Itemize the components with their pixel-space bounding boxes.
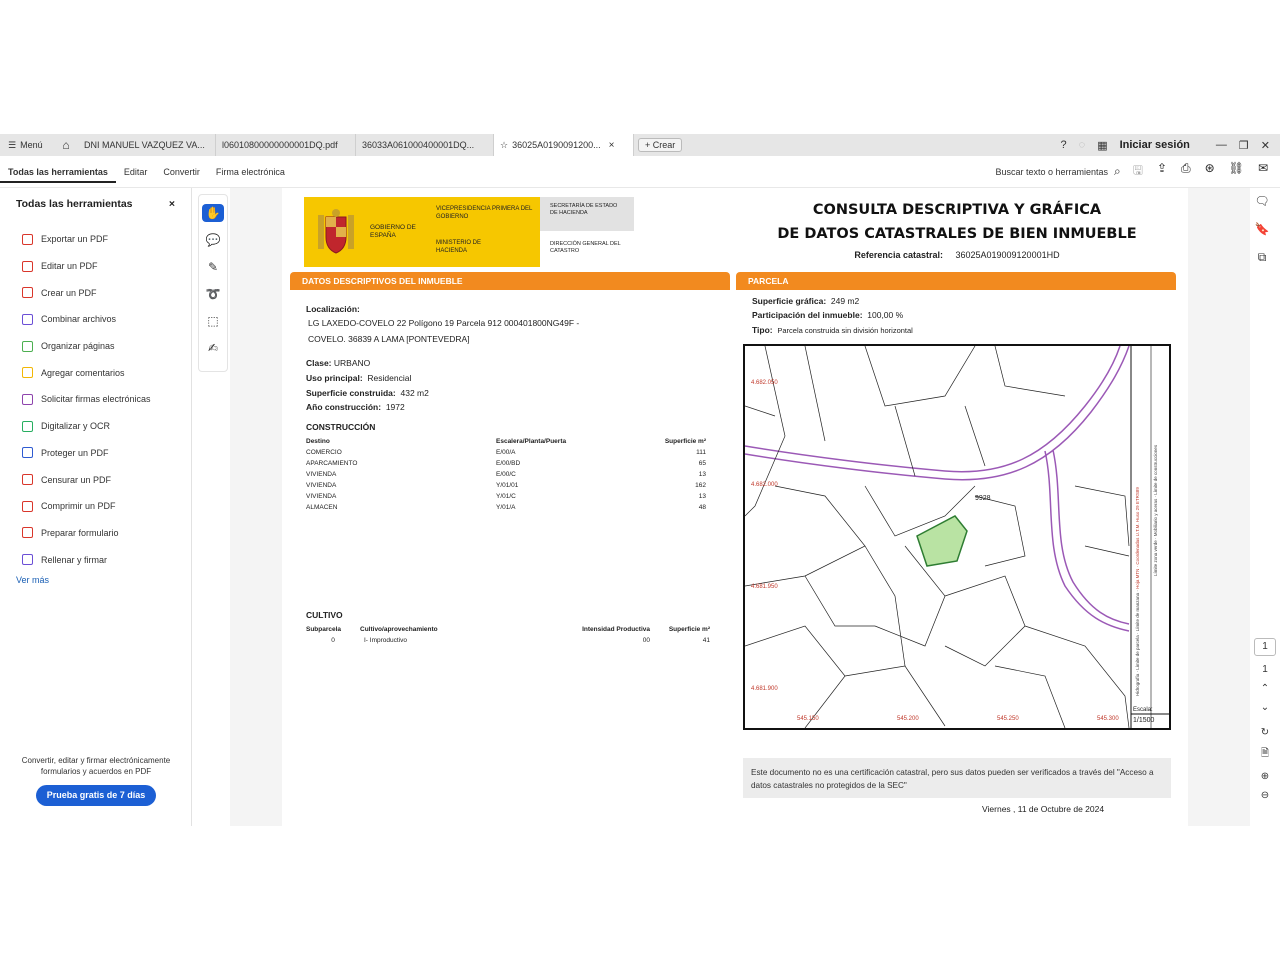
y-label-3: 4.681.950 <box>751 584 778 590</box>
tool-icon <box>22 367 33 378</box>
superficie-row <box>306 386 429 400</box>
tool-label: Organizar páginas <box>41 341 115 352</box>
x-label-2: 545.200 <box>897 716 919 722</box>
localizacion-line-2: COVELO. 36839 A LAMA [PONTEVEDRA] <box>308 334 470 344</box>
page-settings-icon[interactable]: 🗎 <box>1260 748 1270 759</box>
participacion-label: Participación del inmueble: <box>752 310 863 320</box>
tool-label: Exportar un PDF <box>41 234 109 245</box>
anio-value: 1972 <box>385 402 405 412</box>
menu-button[interactable] <box>0 140 54 151</box>
tool-icon <box>22 554 33 565</box>
table-cell: E/00/C <box>496 471 516 478</box>
column-header: Escalera/Planta/Puerta <box>496 438 567 445</box>
tool-icon <box>22 421 33 432</box>
tool-list <box>0 226 191 573</box>
anio-label: Año construcción: <box>306 402 382 412</box>
tool-item[interactable] <box>0 493 191 520</box>
menu-label: Menú <box>20 140 43 150</box>
x-label-3: 545.250 <box>997 716 1019 722</box>
vicepresidencia-label: VICEPRESIDENCIA PRIMERA DEL GOBIERNO <box>436 206 533 220</box>
tab-dni[interactable] <box>78 134 216 156</box>
help-icon[interactable]: ? <box>1060 139 1067 151</box>
tool-item[interactable] <box>0 413 191 440</box>
search-icon: ⌕ <box>1114 164 1121 178</box>
construccion-header-row <box>306 436 706 447</box>
create-label: + Crear <box>645 140 676 150</box>
tool-icon <box>22 234 33 245</box>
scale-label: Escala: <box>1133 707 1153 713</box>
menu-all-tools[interactable]: Todas las herramientas <box>0 167 116 183</box>
document-title <box>762 198 1152 260</box>
tool-label: Digitalizar y OCR <box>41 421 111 432</box>
table-row <box>306 480 706 491</box>
x-label-4: 545.300 <box>1097 716 1119 722</box>
localizacion-label: Localización: <box>306 304 360 314</box>
table-cell: 13 <box>698 471 706 478</box>
quick-tools-rail <box>200 204 226 357</box>
ministerio-label: MINISTERIO DE HACIENDA <box>436 240 482 254</box>
acrobat-window <box>0 134 1280 826</box>
create-tab-button[interactable] <box>638 138 682 152</box>
column-header: Subparcela <box>306 626 342 633</box>
window-controls <box>1061 139 1280 152</box>
tool-item[interactable] <box>0 546 191 573</box>
link-icon[interactable]: ⛓ <box>1228 161 1244 175</box>
tab-pdf-2[interactable] <box>216 134 356 156</box>
clase-row <box>306 356 370 370</box>
close-tab-icon[interactable]: × <box>608 139 615 151</box>
y-label-1: 4.682.050 <box>751 380 778 386</box>
tool-icon <box>22 341 33 352</box>
hamburger-icon: ☰ <box>8 139 17 150</box>
tool-icon <box>22 287 33 298</box>
table-row <box>306 458 706 469</box>
tool-item[interactable] <box>0 386 191 413</box>
table-cell: Y/01/C <box>496 493 516 500</box>
government-header <box>304 197 634 267</box>
table-cell: COMERCIO <box>306 449 342 456</box>
tool-label: Preparar formulario <box>41 527 119 538</box>
ref-value: 36025A019009120001HD <box>955 250 1060 260</box>
toolbar-icons <box>1133 161 1280 182</box>
tool-label: Proteger un PDF <box>41 447 109 458</box>
legend-mobiliario: Mobiliario y aceras <box>1153 498 1158 537</box>
parcel-number: 9928 <box>975 495 991 502</box>
find-icon[interactable]: ⊛ <box>1204 161 1215 175</box>
close-panel-icon[interactable]: × <box>168 198 175 210</box>
text-select-icon[interactable]: ⬚ <box>207 314 219 328</box>
print-icon[interactable]: ⎙ <box>1181 161 1191 175</box>
tool-icon <box>22 314 33 325</box>
menu-edit[interactable]: Editar <box>123 166 148 177</box>
lasso-icon[interactable]: ➰ <box>205 287 221 301</box>
total-pages: 1 <box>1262 664 1268 675</box>
document-date: Viernes , 11 de Octubre de 2024 <box>982 804 1105 814</box>
column-header: Destino <box>306 438 330 445</box>
cultivo-header-row <box>306 624 718 635</box>
menu-e-sign[interactable]: Firma electrónica <box>215 166 285 177</box>
tool-item[interactable] <box>0 466 191 493</box>
promo-text: Convertir, editar y firmar electrónicamente formularios y acuerdos en PDF <box>21 756 171 776</box>
tab-active-document[interactable] <box>494 134 634 156</box>
tools-panel-title: Todas las herramientas <box>16 198 133 210</box>
next-page-icon[interactable]: ⌄ <box>1260 702 1270 713</box>
tab-label: 36033A061000400001DQ... <box>362 140 475 150</box>
bell-icon[interactable]: ◌ <box>1078 139 1086 151</box>
y-label-4: 4.681.900 <box>751 686 778 692</box>
upload-cloud-icon[interactable]: ⇪ <box>1156 161 1168 175</box>
table-cell: 13 <box>698 493 706 500</box>
participacion-value: 100,00 % <box>867 310 904 320</box>
uso-value: Residencial <box>367 373 412 383</box>
stamp-icon[interactable]: ✍ <box>207 341 219 355</box>
close-window-icon[interactable]: ✕ <box>1260 139 1270 152</box>
table-cell: VIVIENDA <box>306 493 337 500</box>
table-cell: 00 <box>642 637 650 644</box>
search-tools[interactable] <box>995 164 1120 179</box>
table-row <box>306 447 706 458</box>
tool-icon <box>22 447 33 458</box>
title-line-1: CONSULTA DESCRIPTIVA Y GRÁFICA <box>812 202 1102 218</box>
construccion-title: CONSTRUCCIÓN <box>306 422 376 432</box>
tipo-value: Parcela construida sin división horizontal <box>777 326 913 335</box>
sign-in-button[interactable]: Iniciar sesión <box>1119 139 1190 151</box>
promo-box <box>10 755 182 806</box>
legend-construcciones: Límite de construcciones <box>1153 444 1158 495</box>
legend-zona-verde: Límite zona verde <box>1153 540 1158 576</box>
tool-item[interactable] <box>0 253 191 280</box>
hand-tool-icon[interactable]: ✋ <box>202 204 224 222</box>
table-row <box>306 502 706 513</box>
table-cell: 162 <box>695 482 706 489</box>
pages-icon[interactable]: ⧉ <box>1257 250 1267 264</box>
table-cell: 48 <box>698 504 706 511</box>
map-drawing <box>745 346 1169 728</box>
table-row <box>306 635 718 646</box>
tool-label: Rellenar y firmar <box>41 554 108 565</box>
tool-label: Editar un PDF <box>41 261 98 272</box>
clase-value: URBANO <box>333 358 371 368</box>
gov-yellow-band <box>304 197 540 267</box>
column-header: Superficie m² <box>664 438 706 445</box>
cadastral-map <box>743 344 1171 730</box>
descriptive-data-header: DATOS DESCRIPTIVOS DEL INMUEBLE <box>290 272 730 290</box>
scale-value: 1/1500 <box>1133 717 1155 724</box>
tool-item[interactable] <box>0 279 191 306</box>
see-more-link[interactable]: Ver más <box>16 574 50 585</box>
parcela-header: PARCELA <box>736 272 1176 290</box>
tool-icon <box>22 527 33 538</box>
pdf-page <box>282 188 1188 826</box>
tab-label: DNI MANUEL VAZQUEZ VA... <box>84 140 205 150</box>
table-cell: 41 <box>702 637 710 644</box>
tab-pdf-3[interactable] <box>356 134 494 156</box>
legend-coordenadas: Hoja MTN · Coordenadas U.T.M. Huso 29 ETRS89 <box>1135 487 1140 589</box>
refresh-icon[interactable]: ↻ <box>1260 727 1270 738</box>
tool-item[interactable] <box>0 333 191 360</box>
tab-bar <box>0 134 1280 156</box>
anio-row <box>306 400 405 414</box>
table-cell: E/00/A <box>496 449 516 456</box>
uso-label: Uso principal: <box>306 373 363 383</box>
table-cell: Y/01/01 <box>496 482 519 489</box>
tool-label: Solicitar firmas electrónicas <box>41 394 151 405</box>
ref-label: Referencia catastral: <box>854 250 943 260</box>
table-cell: E/00/BD <box>496 460 521 467</box>
mail-icon[interactable]: ✉ <box>1257 161 1268 175</box>
tool-icon <box>22 474 33 485</box>
tab-label: 36025A0190091200... <box>512 140 601 150</box>
secretaria-label: SECRETARÍA DE ESTADO DE HACIENDA <box>540 197 634 231</box>
x-label-1: 545.150 <box>797 716 819 722</box>
tool-icon <box>22 261 33 272</box>
clase-label: Clase: <box>306 358 332 368</box>
table-cell: ALMACEN <box>306 504 338 511</box>
tool-icon <box>22 394 33 405</box>
apps-grid-icon[interactable]: ▦ <box>1097 139 1108 152</box>
legend-limite-manzana: Límite de manzana <box>1135 592 1140 632</box>
tool-label: Combinar archivos <box>41 314 117 325</box>
column-header: Intensidad Productiva <box>582 626 650 633</box>
prev-page-icon[interactable]: ⌃ <box>1260 683 1270 694</box>
tool-item[interactable] <box>0 440 191 467</box>
tab-label: l06010800000000001DQ.pdf <box>222 140 338 150</box>
tool-item[interactable] <box>0 359 191 386</box>
tool-item[interactable] <box>0 520 191 547</box>
legend-limite-parcela: Límite de parcela <box>1135 635 1140 670</box>
construccion-table <box>306 436 706 513</box>
direccion-label: DIRECCIÓN GENERAL DEL CATASTRO <box>550 241 621 254</box>
tool-label: Comprimir un PDF <box>41 501 116 512</box>
tipo-row <box>752 323 913 338</box>
table-cell: VIVIENDA <box>306 471 337 478</box>
gobierno-label: GOBIERNO DE ESPAÑA <box>370 224 416 239</box>
superficie-label: Superficie construida: <box>306 388 396 398</box>
map-legend-right: Límite zona verde · Mobiliario y aceras · Límite de construcciones <box>1153 444 1158 576</box>
current-page-input[interactable]: 1 <box>1254 638 1276 656</box>
coat-of-arms-icon <box>314 207 358 257</box>
table-row <box>306 469 706 480</box>
table-cell: APARCAMIENTO <box>306 460 358 467</box>
tools-panel <box>0 188 192 826</box>
pen-icon[interactable]: ✎ <box>207 260 219 274</box>
comments-panel-icon[interactable]: 🗨 <box>1254 194 1270 208</box>
legend-hidrografia: Hidrografía <box>1135 673 1140 696</box>
title-line-2: DE DATOS CATASTRALES DE BIEN INMUEBLE <box>777 226 1137 242</box>
tool-item[interactable] <box>0 226 191 253</box>
search-label: Buscar texto o herramientas <box>995 166 1108 177</box>
y-label-2: 4.682.000 <box>751 482 778 488</box>
superficie-grafica-row <box>752 294 859 308</box>
table-cell: 0 <box>331 637 335 644</box>
free-trial-button[interactable]: Prueba gratis de 7 días <box>36 785 157 806</box>
uso-row <box>306 371 411 385</box>
sup-grafica-label: Superficie gráfica: <box>752 296 827 306</box>
disclaimer-note: Este documento no es una certificación catastral, pero sus datos pueden ser verificados a través del "Acceso a datos catastrales no protegidos de la SEC" <box>743 758 1171 798</box>
cadastral-reference <box>762 250 1152 260</box>
tool-label: Agregar comentarios <box>41 367 125 378</box>
table-cell: I- Improductivo <box>364 637 407 644</box>
zoom-out-icon[interactable]: ⊖ <box>1260 790 1270 801</box>
column-header: Cultivo/aprovechamiento <box>360 626 438 633</box>
cultivo-title: CULTIVO <box>306 610 343 620</box>
maximize-icon[interactable]: ❐ <box>1238 139 1249 152</box>
right-tool-rail <box>1252 194 1272 265</box>
sup-grafica-value: 249 m2 <box>830 296 860 306</box>
table-row <box>306 491 706 502</box>
superficie-value: 432 m2 <box>400 388 429 398</box>
minimize-icon[interactable]: — <box>1215 139 1227 151</box>
tool-item[interactable] <box>0 306 191 333</box>
column-header: Superficie m² <box>668 626 710 633</box>
menu-convert[interactable]: Convertir <box>163 166 200 177</box>
map-legend-left: Hidrografía · Límite de parcela · Límite de manzana · Hoja MTN · Coordenadas U.T.M. Huso 29 ETRS89 <box>1135 487 1140 696</box>
tipo-label: Tipo: <box>752 325 773 335</box>
bookmark-icon[interactable]: 🔖 <box>1254 222 1270 236</box>
table-cell: 65 <box>698 460 706 467</box>
table-cell: 111 <box>696 449 706 456</box>
tool-icon <box>22 501 33 512</box>
participacion-row <box>752 308 903 322</box>
cultivo-table <box>306 624 718 646</box>
star-icon[interactable]: ☆ <box>500 139 509 150</box>
comment-icon[interactable]: 💬 <box>205 233 221 247</box>
table-cell: Y/01/A <box>496 504 516 511</box>
localizacion-line-1: LG LAXEDO-COVELO 22 Polígono 19 Parcela 912 000401800NG49F - <box>308 318 580 328</box>
home-icon[interactable]: ⌂ <box>62 138 70 152</box>
top-menu-bar <box>0 156 1280 188</box>
tool-label: Crear un PDF <box>41 287 97 298</box>
tool-label: Censurar un PDF <box>41 474 112 485</box>
save-icon[interactable]: 🖫 <box>1132 163 1143 177</box>
page-navigator <box>1252 638 1278 801</box>
table-cell: VIVIENDA <box>306 482 337 489</box>
zoom-in-icon[interactable]: ⊕ <box>1260 771 1270 782</box>
